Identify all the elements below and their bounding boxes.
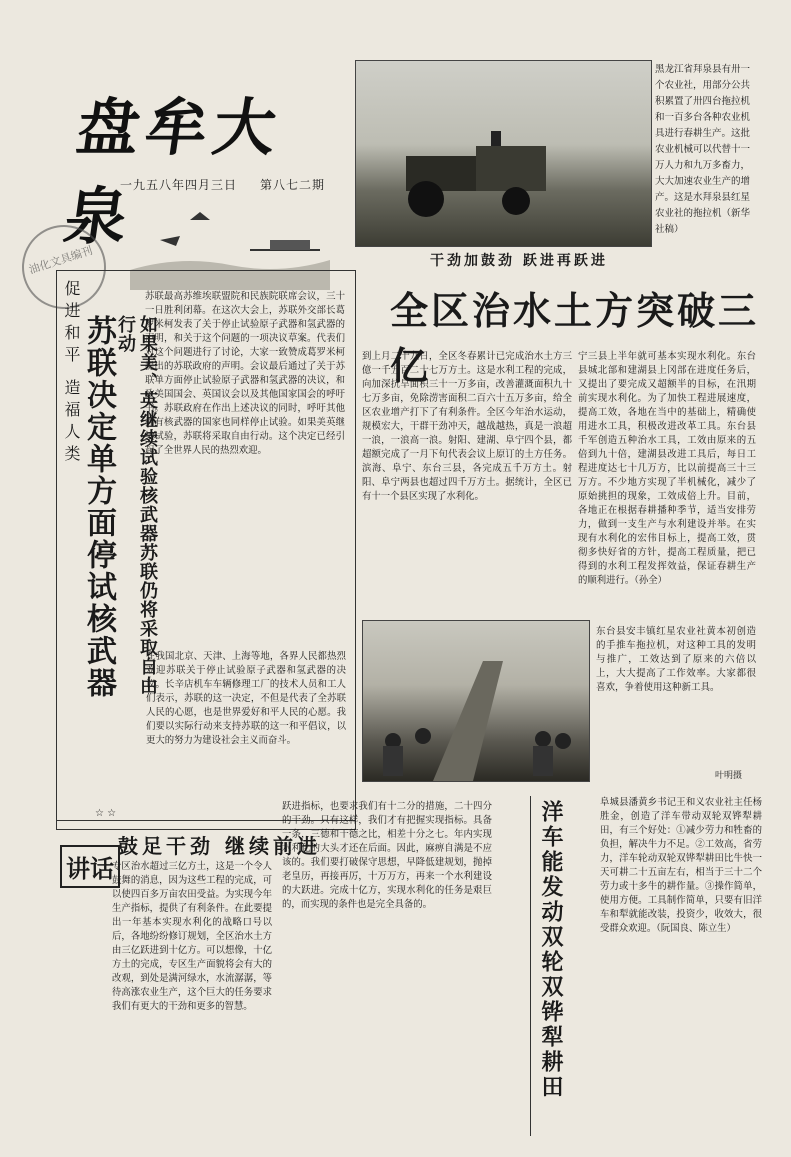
workers-with-cart-photo: [362, 620, 590, 782]
plough-story-headline: 洋车能发动双轮双铧犁耕田: [538, 800, 563, 1100]
editorial-column-2: 跃进指标，也要求我们有十二分的措施，二十四分的干劲。只有这样，我们才有把握实现指标。具备一条，三德和干德之比，相差十分之七。年内实现水利化的大头才还在后面。因此，麻痹自满是不应该的。我们要打破保守思想，早降低建规划，抛掉老皇历，再接再厉，十万万方，再来一个水利建设的大跃进。完成十亿方，实现水利化的任务是艰巨的，而实现的条件也是完全具备的。: [282, 801, 492, 910]
tractor-photo-caption: 黑龙江省拜泉县有卅一个农业社，用部分公共积累置了卅四台拖拉机和一百多台各种农业机具进行春耕生产。这批农业机械可以代替十一万人力和九万多畜力，大大加速农业生产的增产。这是水拜泉县红星农业社的拖拉机（新华社稿）: [655, 64, 751, 235]
editorial-column-1: 专区治水超过三亿方土，这是一个令人鼓舞的消息，因为这些工程的完成，可以使四百多万亩农田受益。为实现今年生产指标，提供了有利条件。在此要提出一年基本实现水利化的战略口号以后，各地纷纷修订规划，全区治水土方由三亿跃进到十亿方。可以想像，十亿方土的完成，专区生产面貌将会有大的改观，到处是满河绿水，水流潺潺，等待高涨农业生产，这个巨大的任务要求我们有更大的干劲和更多的智慧。: [112, 861, 272, 1012]
lead-headline: 全区治水土方突破三亿: [390, 289, 760, 388]
tractor-figure: [396, 131, 556, 221]
soviet-body-tail: 在我国北京、天津、上海等地，各界人民都热烈欢迎苏联关于停止试验原子武器和氢武器的决议。长辛店机车车辆修理工厂的技术人员和工人们表示，苏联的这一决定，不但是代表了全苏联人民的心愿，也是世界爱好和平人民的心愿。我们要以实际行动来支持苏联的这一和平倡议，以更大的努力为建设社会主义而奋斗。: [146, 651, 346, 746]
workers-figure: [363, 621, 589, 781]
editorial-headline: 鼓足干劲 继续前进: [118, 834, 321, 858]
lead-kicker: 干劲加鼓劲 跃进再跃进: [430, 253, 608, 269]
soviet-deck: 如果美、英继续试验核武器苏联仍将采取自由行动: [115, 315, 158, 695]
masthead-issue: 第八七二期: [260, 178, 326, 192]
lead-story-column-1: 到上月二十九日，全区冬春累计已完成治水土方三億一千五百二十七万方土。这是水利工程的完成，向加深抗旱面积三十一万多亩，改善灌溉面积九十七万多亩，免除涝害面积二百六十五万多亩，给全区农业增产打下了有利条件。全区今年治水运动，规模宏大，干群干劲冲天，越战越热，真是一浪超一浪，一浪高一浪。射阳、建湖、阜宁四个县，都超额完成了一月下旬代表会议上原订的土方任务。滨海、阜宁、东台三县，各完成五千万方土。射阳、阜宁两县也超过四千万方土。据统计，全区已有十一个县区实现了水利化。: [362, 351, 572, 502]
lead-story-column-2: 宁三县上半年就可基本实现水利化。东台县城北部和建湖县上冈部在进度任务后，又提出了要完成又超额半的目标，在汛期前实现水利化。为了加快工程进展速度，提高工效，各地在当中的基础上，精确使用进水工具，积极改进改革工具。东台县千军创造五种治水工具，工效由原来的五倍到九十倍，建湖县改进工具后，每日工程进度达七十几万方，比以前提高三十三万方。不少地方实现了半机械化，减少了原始挑担的现象，工效成倍上升。目前，各地正在根据春耕播种季节，适当安排劳力，做到一支生产与水利建设并举。在实现有水利化的宏伟目标上，提高工效，贯彻多快好省的方针，提高工程质量，把已得到的水利工程发挥效益，保证春耕生产的顺利进行。（孙全）: [578, 351, 756, 586]
stamp-text: 油化文具编刊: [27, 243, 95, 277]
workers-photo-caption: 东台县安丰镇红星农业社黄本初创造的手推车拖拉机，对这种工具的发明与推广，工效达到了原来的六倍以上，大大提高了工作效率。大家都很喜欢，争着使用这种新工具。: [596, 626, 756, 693]
column-rule: [530, 796, 531, 1136]
tractor-photo: [355, 60, 652, 247]
soviet-subhead: 促进和平 造福人类: [62, 280, 81, 468]
section-divider-stars: ☆ ☆: [95, 808, 117, 819]
masthead-title: 盘牟大泉: [59, 91, 287, 253]
masthead-date: 一九五八年四月三日: [120, 178, 238, 192]
editorial-label: 讲话: [60, 845, 120, 888]
soviet-headline: 苏联决定单方面停试核武器: [81, 315, 116, 699]
masthead: [60, 70, 340, 270]
plough-story-body: 阜城县潘黄乡书记王和义农业社主任杨胜金，创造了洋车带动双轮双铧犁耕田，有三个好处：①减少劳力和牲畜的负担，解决牛力不足。②工效高，省劳力，洋车轮动双轮双铧犁耕田比牛快一天可耕二十五亩左右，相当于三十二个劳力或十多牛的耕作量。③操作简单，使用方便。工具制作简单，只要有旧洋车和犁就能改装，投资少，收效大，很受群众欢迎。（阮国良、陈立生）: [600, 797, 762, 934]
soviet-body: 苏联最高苏维埃联盟院和民族院联席会议，三十一日胜利闭幕。在这次大会上，苏联外交部长葛罗米柯发表了关于停止试验原子武器和氢武器的声明，和关于这个问题的一项决议草案。代表们对这个问题进行了讨论，大家一致赞成葛罗米柯提出的苏联政府的声明。会议最后通过了关于苏联单方面停止试验原子武器和氢武器的决议，和致美国国会、英国议会以及其他国家国会的呼吁书。苏联政府在作出上述决议的同时，呼吁其他拥有核武器的国家也同样停止试验。如果美英继续试验，苏联将采取自由行动。这个决定已经引起了全世界人民的热烈欢迎。: [145, 291, 345, 456]
workers-photo-credit: 叶明摄: [715, 771, 743, 781]
